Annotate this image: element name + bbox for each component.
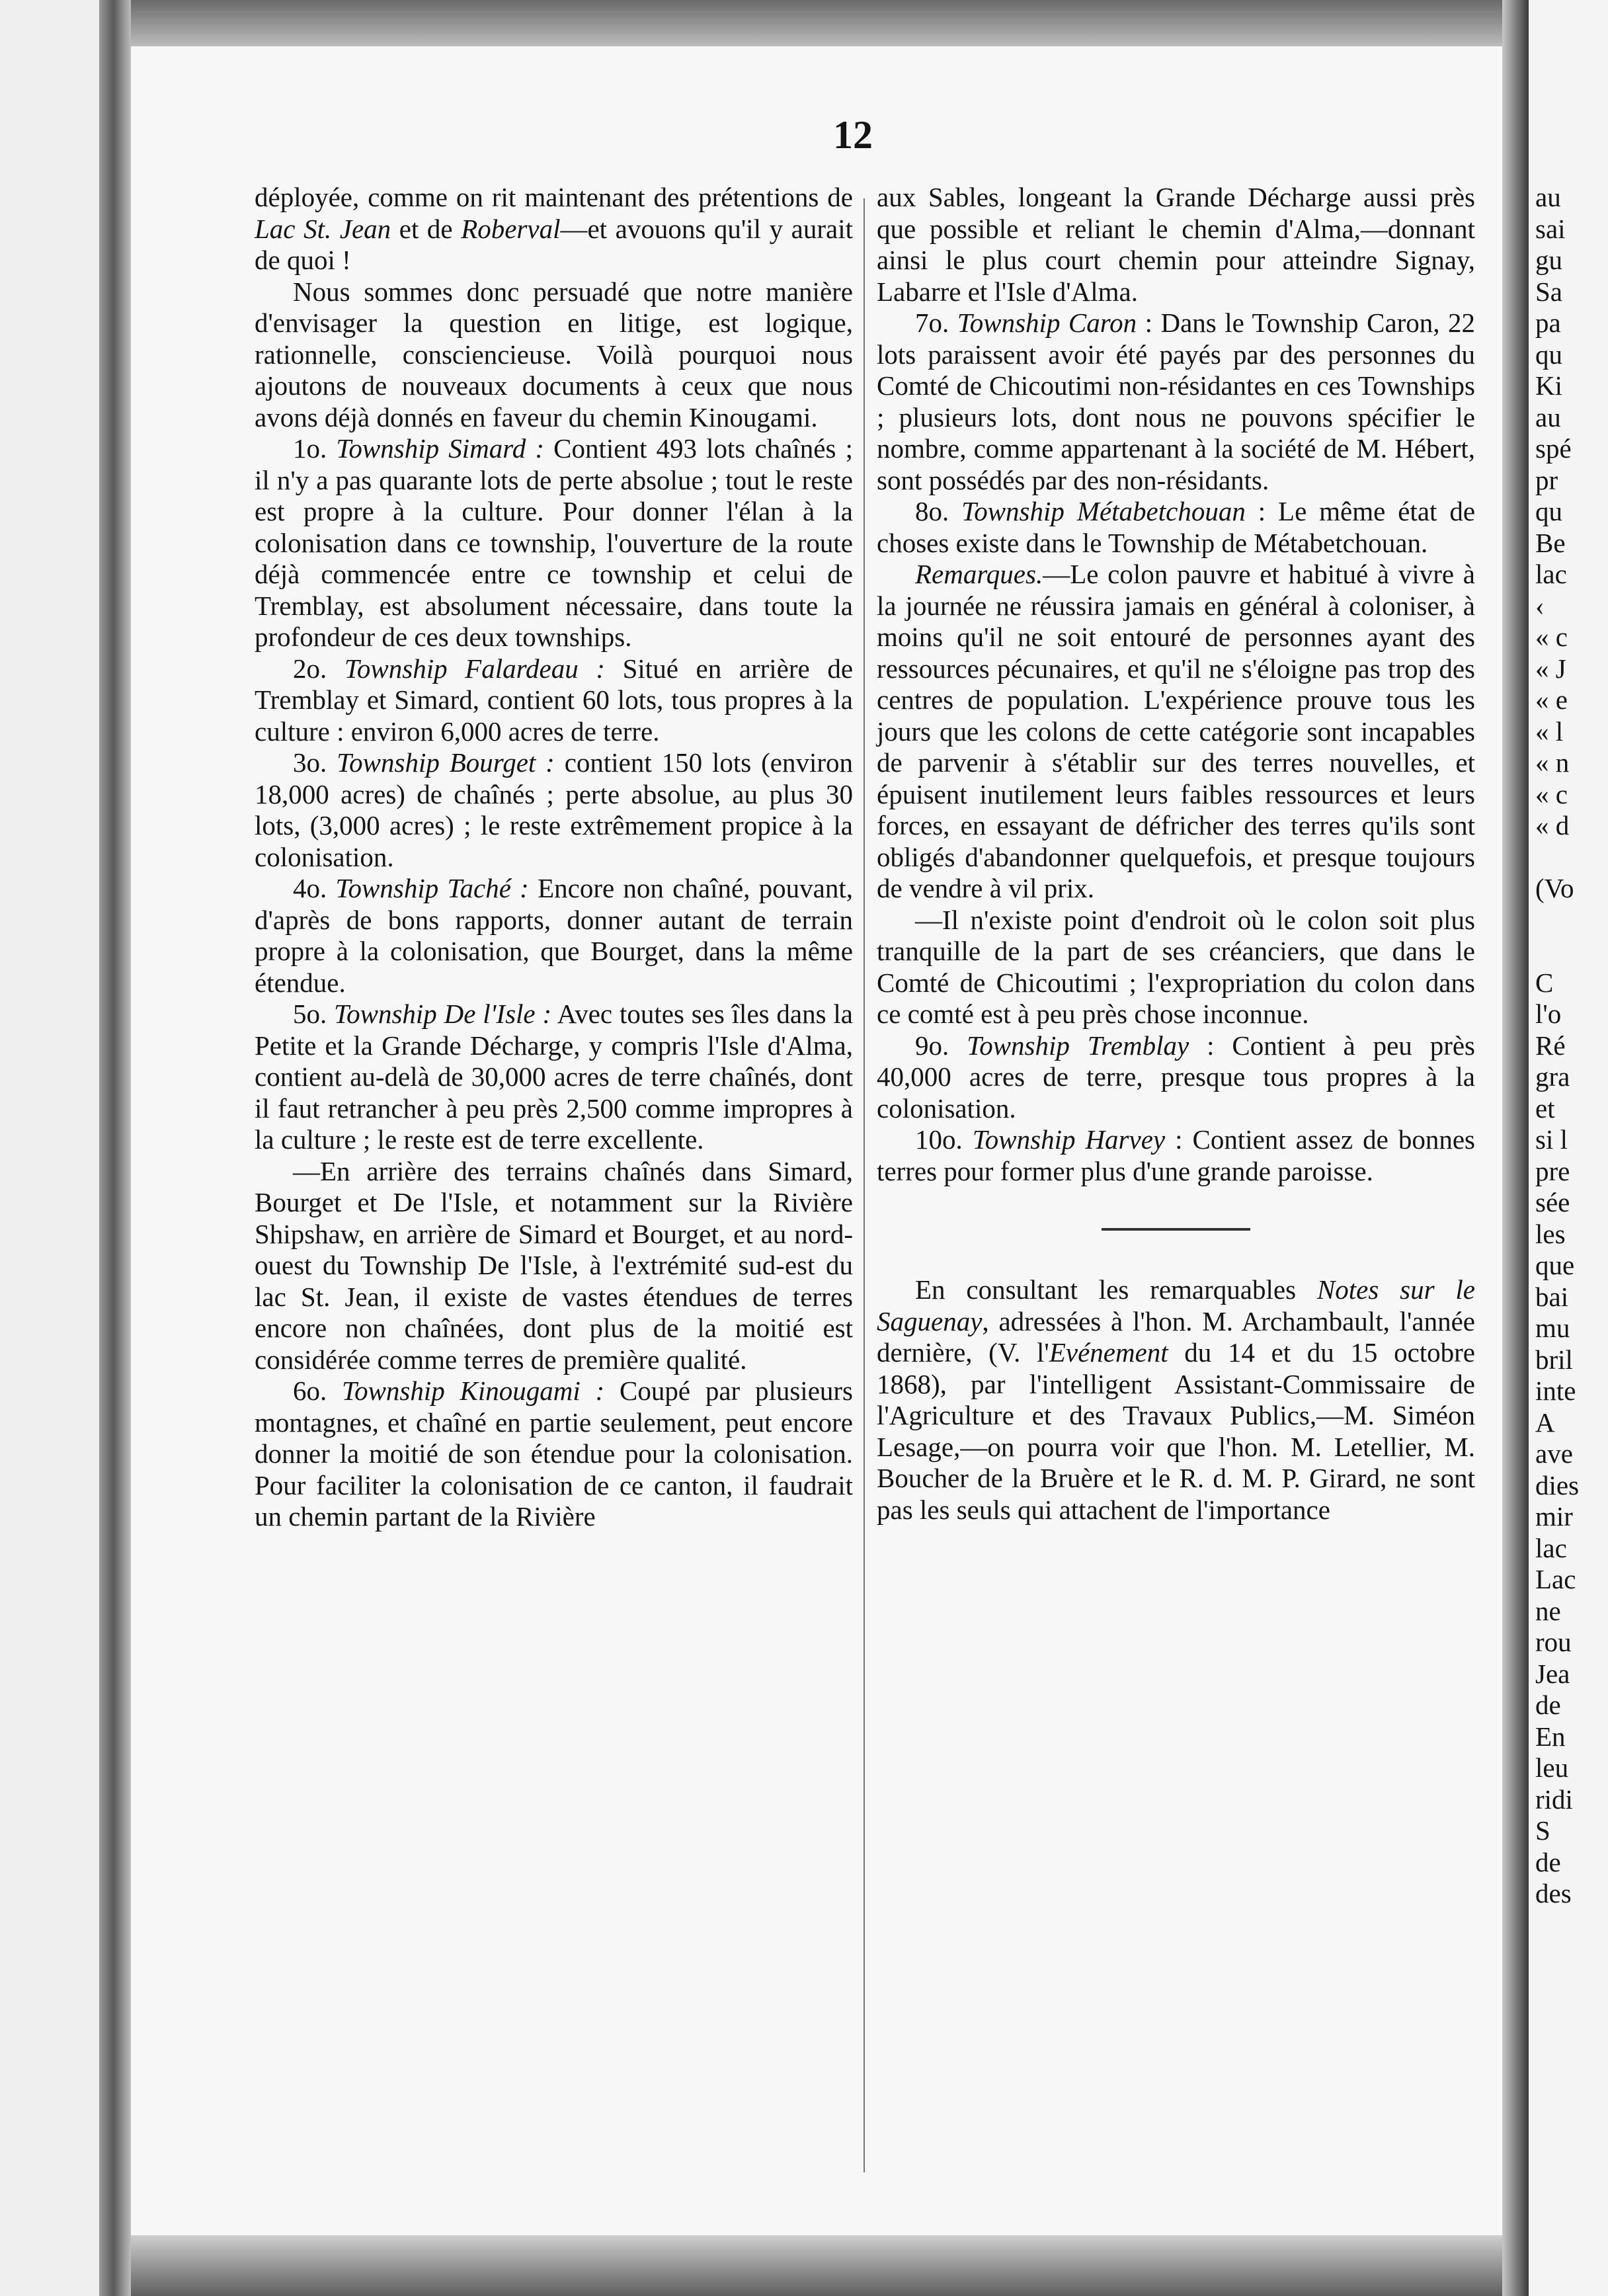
next-page-fragment: « d [1535,810,1570,840]
remarques-heading: Remarques. [915,559,1043,589]
next-page-fragment: sée [1535,1187,1570,1217]
next-page-fragment: Ki [1535,370,1562,401]
book-gutter-shadow [1502,0,1529,2296]
scan-left-margin [0,0,99,2296]
next-page-fragment: Sa [1535,276,1562,307]
next-page-fragment: sai [1535,213,1566,244]
next-page-fragment: si l [1535,1124,1568,1155]
next-page-fragment: pr [1535,464,1558,495]
township-tremblay-heading: Township Tremblay [967,1030,1189,1061]
paragraph-endroit: —Il n'existe point d'endroit où le colon soit plus tranquille de la part de ses créanciers, que dans le Comté de Chicoutimi ; l'expropriation du colon dans ce comté est à peu près chose inconnue. [877,904,1475,1029]
next-page-fragment: inte [1535,1375,1576,1406]
evenement-title: Evénement [1049,1337,1168,1368]
next-page-fragment [1529,905,1608,936]
next-page-text-fragments [1529,182,1608,1910]
next-page-fragment: mir [1535,1501,1573,1532]
column-divider [864,198,865,2172]
next-page-fragment: spé [1535,433,1572,464]
next-page-fragment: dies [1535,1469,1580,1500]
next-page-fragment: l'o [1535,999,1562,1029]
paragraph-township-caron: 7o. Township Caron : Dans le Township Caron, 22 lots paraissent avoir été payés par des personnes du Comté de Chicoutimi non-résidantes en ces Townships ; plusieurs lots, dont nous ne pouvons spécifier le nombre, comme appartenant à la société de M. Hébert, sont possédés par des non-résidants. [877,308,1476,495]
next-page-fragment: ne [1535,1595,1561,1626]
next-page-fragment: gra [1535,1061,1570,1092]
paragraph-persuade: Nous sommes donc persuadé que notre manière d'envisager la question en litige, est logique, rationnelle, consciencieuse. Voilà pourquoi nous ajoutons de nouveaux documents à ceux que nous avons déjà donnés en faveur du chemin Kinougami. [255,276,853,432]
paragraph-township-metabetchouan: 8o. Township Métabetchouan : Le même état de choses existe dans le Township de Métabetchouan. [877,496,1476,558]
paragraph-township-tache: 4o. Township Taché : Encore non chaîné, pouvant, d'après de bons rapports, donner autant de terrain propre à la colonisation, que Bourget, dans la même étendue. [255,873,853,998]
next-page-fragment: pre [1535,1155,1570,1186]
right-text-column [877,182,1475,2186]
next-page-fragment: les [1535,1218,1566,1249]
next-page-fragment: « c [1535,778,1568,809]
paragraph-notes-saguenay: En consultant les remarquables Notes sur le Saguenay, adressées à l'hon. M. Archambault, l'année dernière, (V. l'Evénement du 14 et du 15 octobre 1868), par l'intelligent Assistant-Commissaire de l'Agriculture et des Travaux Publics,—M. Siméon Lesage,—on pourra voir que l'hon. M. Letellier, M. Boucher de la Bruère et le R. d. M. P. Girard, ne sont pas les seuls qui attachent de l'importance [877,1274,1476,1525]
township-kinougami-heading: Township Kinougami : [342,1375,605,1406]
paragraph-township-falardeau: 2o. Township Falardeau : Situé en arrière de Tremblay et Simard, contient 60 lots, tous propres à la culture : environ 6,000 acres de terre. [255,653,854,747]
next-page-fragment: de [1535,1690,1561,1720]
book-binding-shadow [99,0,131,2296]
next-page-fragment: A [1535,1407,1555,1438]
township-bourget-heading: Township Bourget : [337,747,555,778]
next-page-fragment: Ré [1535,1030,1566,1061]
township-tache-heading: Township Taché : [335,873,529,903]
next-page-fragment: mu [1535,1313,1570,1343]
paragraph-township-delisle: 5o. Township De l'Isle : Avec toutes ses îles dans la Petite et la Grande Décharge, y compris l'Isle d'Alma, contient au-delà de 30,000 acres de terre chaînés, dont il faut retrancher à peu près 2,500 comme impropres à la culture ; le reste est de terre excellente. [255,999,853,1155]
next-page-fragment: ‹ [1535,590,1545,621]
township-simard-heading: Township Simard : [336,433,544,464]
next-page-fragment: qu [1535,496,1562,526]
section-rule [1102,1228,1250,1231]
next-page-fragment: qu [1535,339,1562,370]
next-page-fragment: « e [1535,684,1568,715]
next-page-fragment: Jea [1535,1658,1570,1689]
paragraph-township-bourget: 3o. Township Bourget : contient 150 lots (environ 18,000 acres) de chaînés ; perte absolue, au plus 30 lots, (3,000 acres) ; le reste extrêmement propice à la colonisation. [255,747,854,872]
next-page-fragment: lac [1535,559,1567,589]
next-page-fragment: des [1535,1878,1572,1908]
paragraph-township-tremblay: 9o. Township Tremblay : Contient à peu près 40,000 acres de terre, presque tous propres à la colonisation. [877,1030,1476,1124]
roberval-italic: Roberval [461,213,561,244]
notes-saguenay-title: Notes sur le Saguenay [877,1274,1475,1336]
next-page-fragment: S [1535,1815,1550,1846]
next-page-fragment: ridi [1535,1784,1573,1815]
next-page-fragment: pa [1535,308,1561,338]
township-harvey-heading: Township Harvey [972,1124,1166,1155]
paragraph-intro: déployée, comme on rit maintenant des prétentions de Lac St. Jean et de Roberval—et avouons qu'il y aurait de quoi ! [255,182,853,275]
next-page-fragment: lac [1535,1532,1567,1563]
paragraph-en-arriere: —En arrière des terrains chaînés dans Simard, Bourget et De l'Isle, et notamment sur la Rivière Shipshaw, en arrière de Simard et Bourget, et au nord-ouest du Township De l'Isle, à l'extrémité sud-est du lac St. Jean, il existe de vastes étendues de terres encore non chaînées, dont plus de la moitié est considérée comme terres de première qualité. [255,1155,853,1375]
township-metabetchouan-heading: Township Métabetchouan [961,496,1246,526]
next-page-fragment: C [1535,967,1554,998]
next-page-fragment: et [1535,1092,1555,1124]
next-page-fragment [1529,936,1608,967]
paragraph-continuation: aux Sables, longeant la Grande Décharge aussi près que possible et reliant le chemin d'Alma,—donnant ainsi le plus court chemin pour atteindre Signay, Labarre et l'Isle d'Alma. [877,182,1475,307]
next-page-fragment: bril [1535,1344,1573,1375]
next-page-fragment: bai [1535,1281,1569,1312]
page-number: 12 [833,113,873,157]
township-caron-heading: Township Caron [957,308,1137,338]
township-delisle-heading: Township De l'Isle : [334,999,552,1029]
next-page-fragment: (Vo [1535,873,1574,903]
next-page-fragment: leu [1535,1752,1569,1783]
lac-st-jean-italic: Lac St. Jean [255,213,391,244]
next-page-fragment: de [1535,1846,1561,1877]
next-page-fragment: « J [1535,653,1566,684]
paragraph-township-kinougami: 6o. Township Kinougami : Coupé par plusieurs montagnes, et chaîné en partie seulement, peut encore donner la moitié de son étendue pour la colonisation. Pour faciliter la colonisation de ce canton, il faudrait un chemin partant de la Rivière [255,1375,853,1532]
next-page-fragment: que [1535,1250,1575,1280]
next-page-fragment: En [1535,1721,1566,1752]
next-page-fragment: gu [1535,245,1562,275]
next-page-fragment: « c [1535,622,1568,652]
township-falardeau-heading: Township Falardeau : [344,653,606,684]
next-page-fragment: au [1535,182,1561,212]
scan-top-edge [131,0,1502,46]
scan-bottom-edge [131,2235,1502,2296]
next-page-fragment: ave [1535,1438,1573,1469]
next-page-fragment: Be [1535,527,1566,558]
next-page-fragment [1529,842,1608,874]
paragraph-remarques: Remarques.—Le colon pauvre et habitué à vivre à la journée ne réussira jamais en général à coloniser, à moins qu'il ne soit entouré de personnes ayant des ressources pécunaires, et qu'il ne s'éloigne pas trop des centres de population. L'expérience prouve tous les jours que les colons de cette catégorie sont incapables de parvenir à s'établir sur des terres nouvelles, et épuisent inutilement leurs faibles ressources et leurs forces, en essayant de défricher des terres qu'ils sont obligés d'abandonner quelquefois, et presque toujours de vendre à vil prix. [877,559,1475,903]
next-page-fragment: rou [1535,1627,1572,1657]
paragraph-township-simard: 1o. Township Simard : Contient 493 lots chaînés ; il n'y a pas quarante lots de perte absolue ; tout le reste est propre à la culture. Pour donner l'élan à la colonisation dans ce township, l'ouverture de la route déjà commencée entre ce township et celui de Tremblay, est absolument nécessaire, dans toute la profondeur de ces deux townships. [255,433,853,652]
next-page-fragment: « l [1535,716,1564,747]
next-page-edge [1529,0,1608,2296]
left-text-column [255,182,853,2186]
next-page-fragment: « n [1535,747,1570,778]
next-page-fragment: au [1535,401,1561,432]
paragraph-township-harvey: 10o. Township Harvey : Contient assez de bonnes terres pour former plus d'une grande paroisse. [877,1124,1475,1186]
next-page-fragment: Lac [1535,1564,1576,1594]
